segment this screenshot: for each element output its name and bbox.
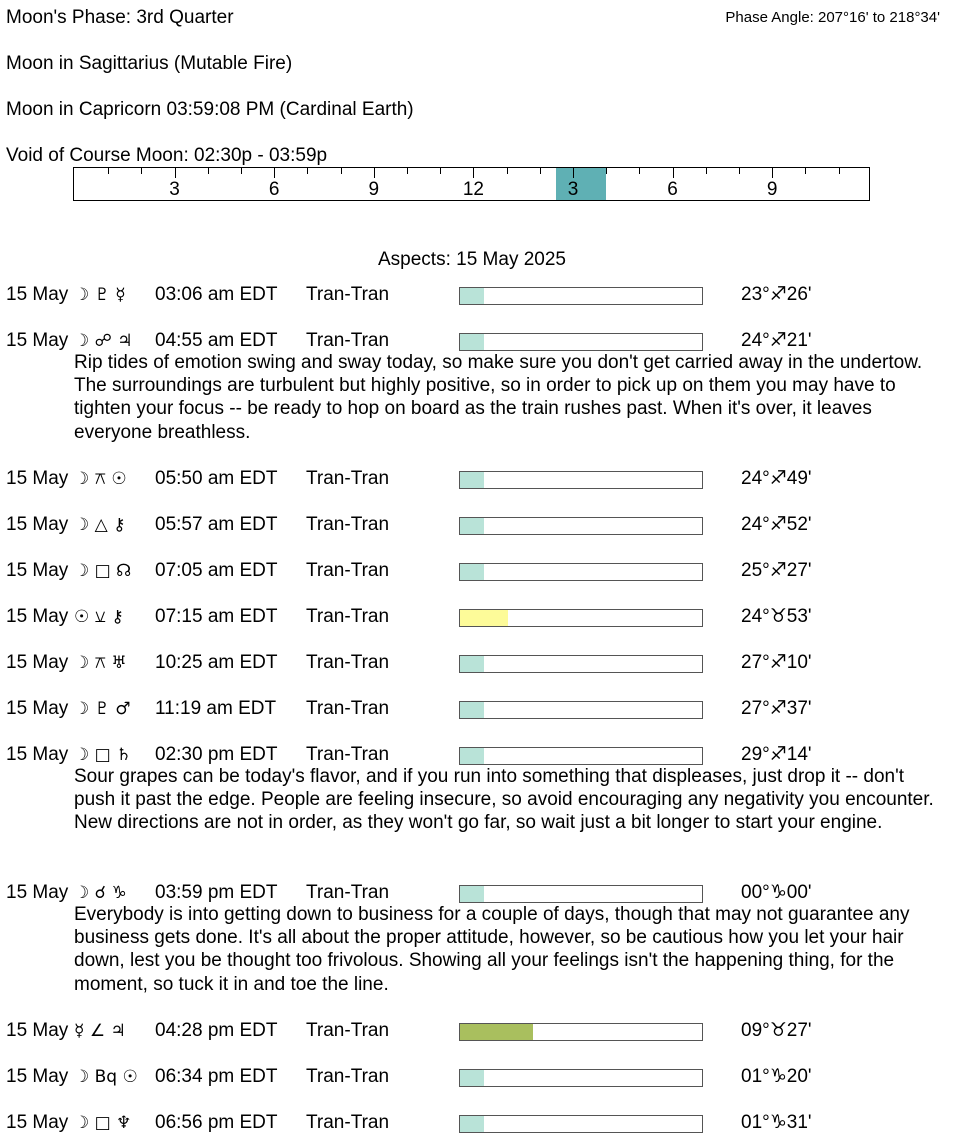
aspect-time: 06:56 pm EDT [155,1112,278,1133]
void-of-course: Void of Course Moon: 02:30p - 03:59p [6,145,328,166]
phase-angle: Phase Angle: 207°16' to 218°34' [725,9,940,26]
aspect-position: 01°♑31' [741,1112,812,1133]
timeline-tick [772,168,773,178]
aspect-position: 29°♐14' [741,744,812,765]
aspect-interpretation: Rip tides of emotion swing and sway today, so make sure you don't get carried away in the undertow. The surroundings are turbulent but highly positive, so in order to pick up on them you may have to tighten your focus -- be ready to hop on board as the train rushes past. When it's over, it leaves everyone breathless. [74,352,923,443]
aspect-time: 11:19 am EDT [155,698,277,719]
aspect-symbols-icon: ☽ ♇ ☿ [74,285,126,305]
aspect-strength-bar [459,333,703,351]
aspect-symbols-icon: ☉ ⚺ ⚷ [74,607,124,627]
aspect-strength-bar [459,885,703,903]
aspect-position: 27°♐10' [741,652,812,673]
aspect-symbols-icon: ☽ ☍ ♃ [74,331,133,351]
aspect-date: 15 May [6,330,69,351]
timeline-tick [507,168,508,174]
aspect-row [6,881,956,905]
aspect-position: 25°♐27' [741,560,812,581]
aspect-symbols-icon: ☽ □ ☊ [74,561,132,581]
timeline-tick [307,168,308,174]
aspect-strength-fill [460,1116,484,1132]
aspect-strength-bar [459,471,703,489]
timeline-hour-label: 3 [567,179,579,200]
aspect-symbols-icon: ☽ △ ⚷ [74,515,126,535]
aspect-strength-fill [460,886,484,902]
aspect-strength-fill [460,472,484,488]
timeline-tick [540,168,541,174]
aspect-time: 04:28 pm EDT [155,1020,278,1041]
timeline-hour-label: 6 [667,179,678,200]
aspect-strength-fill [460,656,484,672]
aspect-strength-bar [459,1023,703,1041]
void-of-course-highlight [556,168,605,200]
aspect-row [6,1019,956,1043]
timeline-tick [473,168,474,178]
timeline-tick [108,168,109,174]
aspect-time: 04:55 am EDT [155,330,278,351]
timeline-tick [141,168,142,174]
aspect-date: 15 May [6,468,69,489]
aspect-interpretation: Sour grapes can be today's flavor, and if you run into something that displeases, just drop it -- don't push it past the edge. People are feeling insecure, so avoid encouraging any negativity you encounter. New directions are not in order, as they won't go far, so wait just a bit longer to start your engine. [74,766,934,834]
aspect-type: Tran-Tran [306,514,390,535]
aspect-position: 24°♐52' [741,514,812,535]
aspect-strength-bar [459,701,703,719]
aspect-time: 07:15 am EDT [155,606,278,627]
aspect-symbols-icon: ☽ ⚻ ♅ [74,653,127,673]
aspect-strength-bar [459,747,703,765]
aspect-date: 15 May [6,1066,69,1087]
moon-phase: Moon's Phase: 3rd Quarter [6,7,234,28]
timeline-tick [606,168,607,174]
aspect-strength-fill [460,702,484,718]
aspect-row [6,605,956,629]
aspect-time: 07:05 am EDT [155,560,278,581]
aspect-type: Tran-Tran [306,284,390,305]
aspect-strength-bar [459,1115,703,1133]
aspect-time: 02:30 pm EDT [155,744,278,765]
day-timeline [73,167,870,201]
aspect-date: 15 May [6,1020,69,1041]
aspect-strength-bar [459,655,703,673]
aspect-position: 09°♉27' [741,1020,812,1041]
aspect-row [6,467,956,491]
aspect-row [6,513,956,537]
aspect-type: Tran-Tran [306,330,390,351]
aspect-strength-bar [459,1069,703,1087]
aspect-symbols-icon: ☽ □ ♄ [74,745,132,765]
aspect-date: 15 May [6,698,69,719]
aspect-date: 15 May [6,606,69,627]
aspect-date: 15 May [6,560,69,581]
timeline-tick [374,168,375,178]
timeline-tick [241,168,242,174]
aspect-strength-fill [460,610,508,626]
aspect-symbols-icon: ☽ Bq ☉ [74,1067,138,1087]
timeline-hour-label: 3 [169,179,180,200]
aspect-time: 05:57 am EDT [155,514,278,535]
timeline-tick [739,168,740,174]
moon-sign-current: Moon in Sagittarius (Mutable Fire) [6,53,293,74]
timeline-tick [839,168,840,174]
aspect-row [6,651,956,675]
aspect-symbols-icon: ☽ ♇ ♂ [74,699,131,719]
timeline-tick [639,168,640,174]
timeline-tick [805,168,806,174]
timeline-tick [706,168,707,174]
aspect-date: 15 May [6,652,69,673]
aspect-row [6,1111,956,1135]
aspect-type: Tran-Tran [306,882,390,903]
aspect-symbols-icon: ☽ ⚻ ☉ [74,469,127,489]
aspect-strength-fill [460,748,484,764]
aspect-type: Tran-Tran [306,1066,390,1087]
aspect-position: 01°♑20' [741,1066,812,1087]
aspect-symbols-icon: ☽ □ ♆ [74,1113,132,1133]
aspect-type: Tran-Tran [306,1112,390,1133]
aspect-row [6,329,956,353]
timeline-hour-label: 9 [368,179,380,200]
aspect-row [6,697,956,721]
aspect-position: 24°♐21' [741,330,812,351]
timeline-tick [573,168,574,178]
aspect-time: 10:25 am EDT [155,652,278,673]
aspect-type: Tran-Tran [306,468,390,489]
aspect-time: 03:59 pm EDT [155,882,278,903]
aspect-strength-bar [459,563,703,581]
aspect-date: 15 May [6,284,69,305]
aspect-strength-fill [460,1070,484,1086]
aspect-symbols-icon: ☿ ∠ ♃ [74,1021,126,1041]
aspect-strength-bar [459,517,703,535]
aspect-type: Tran-Tran [306,744,390,765]
aspect-strength-fill [460,1024,533,1040]
aspect-position: 24°♉53' [741,606,812,627]
aspect-time: 06:34 pm EDT [155,1066,278,1087]
aspect-strength-fill [460,564,484,580]
aspect-strength-fill [460,288,484,304]
aspect-time: 03:06 am EDT [155,284,278,305]
aspects-title: Aspects: 15 May 2025 [378,249,566,270]
timeline-tick [407,168,408,174]
aspect-position: 23°♐26' [741,284,812,305]
aspect-symbols-icon: ☽ ☌ ♑ [74,883,127,903]
aspect-type: Tran-Tran [306,1020,390,1041]
aspect-row [6,283,956,307]
timeline-tick [175,168,176,178]
aspect-row [6,1065,956,1089]
aspect-position: 24°♐49' [741,468,812,489]
aspect-row [6,743,956,767]
aspect-type: Tran-Tran [306,606,390,627]
aspect-strength-bar [459,287,703,305]
aspect-interpretation: Everybody is into getting down to business for a couple of days, though that may not guarantee any business gets done. It's all about the proper attitude, however, so be cautious how you let your hair down, lest you be thought too frivolous. Showing all your feelings isn't the happening thing, for the moment, so tuck it in and toe the line. [74,904,910,995]
aspect-row [6,559,956,583]
aspect-strength-fill [460,334,484,350]
aspect-position: 27°♐37' [741,698,812,719]
aspect-time: 05:50 am EDT [155,468,278,489]
timeline-tick [208,168,209,174]
aspect-date: 15 May [6,514,69,535]
aspect-type: Tran-Tran [306,652,390,673]
timeline-hour-label: 12 [462,179,484,200]
aspect-strength-bar [459,609,703,627]
aspect-date: 15 May [6,1112,69,1133]
timeline-tick [673,168,674,178]
timeline-hour-label: 9 [766,179,778,200]
timeline-tick [274,168,275,178]
aspect-date: 15 May [6,744,69,765]
timeline-tick [440,168,441,174]
aspect-strength-fill [460,518,484,534]
aspect-position: 00°♑00' [741,882,812,903]
aspect-type: Tran-Tran [306,560,390,581]
aspect-type: Tran-Tran [306,698,390,719]
moon-sign-next: Moon in Capricorn 03:59:08 PM (Cardinal Earth) [6,99,414,120]
aspect-date: 15 May [6,882,69,903]
timeline-hour-label: 6 [268,179,280,200]
timeline-tick [341,168,342,174]
